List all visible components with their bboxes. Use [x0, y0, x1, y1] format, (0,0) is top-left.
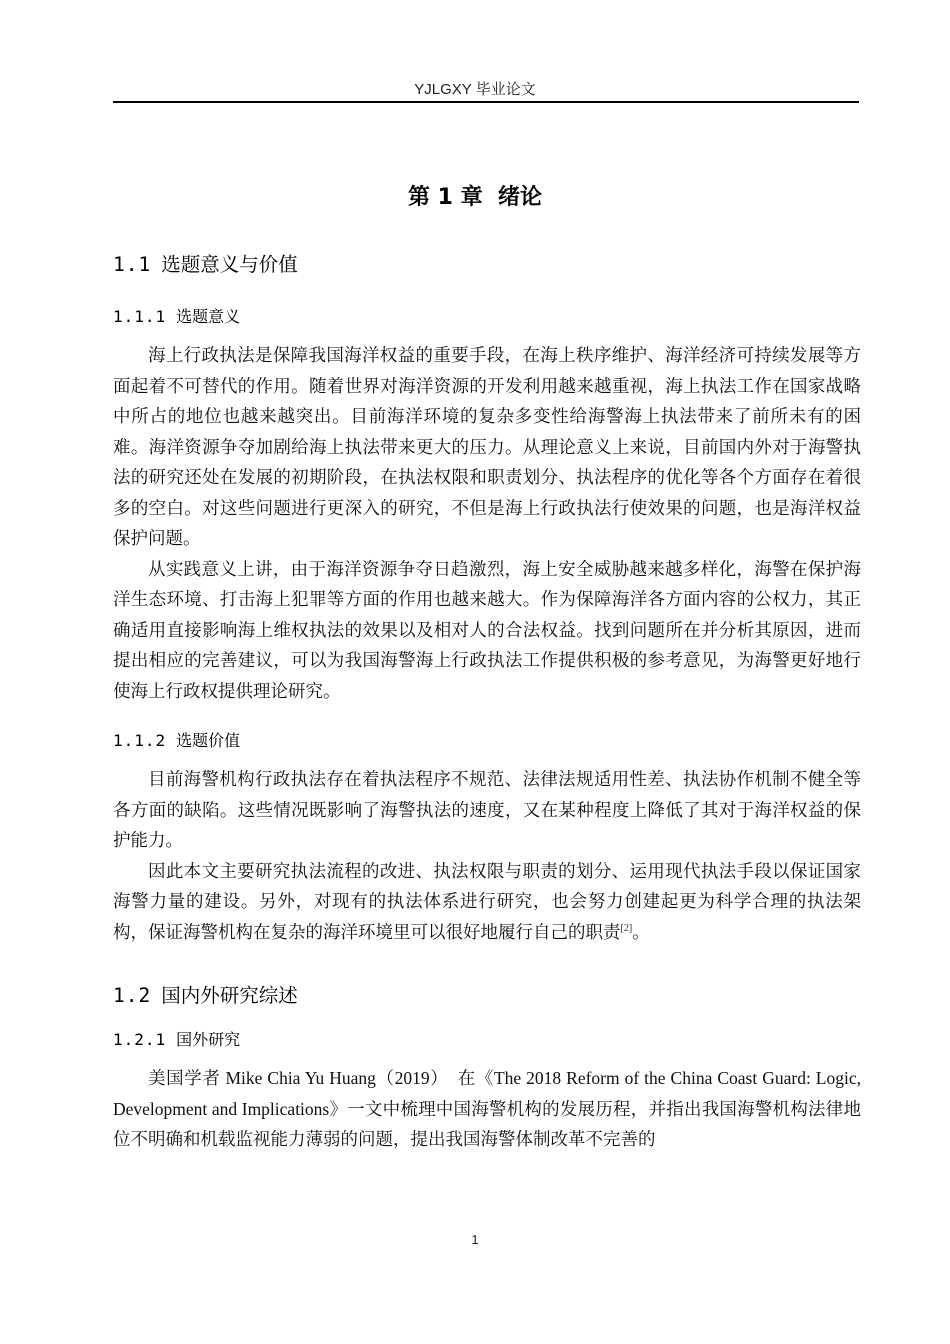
subsection-number: 1.1.2: [113, 731, 167, 750]
body-content: [113, 248, 861, 1155]
subsection-number: 1.1.1: [113, 307, 167, 326]
section-number: 1.1: [113, 253, 152, 276]
paragraph-with-citation: [113, 856, 861, 948]
paragraph-text: 因此本文主要研究执法流程的改进、执法权限与职责的划分、运用现代执法手段以保证国家海警力量的建设。另外，对现有的执法体系进行研究，也会努力创建起更为科学合理的执法架构，保证海警机构在复杂的海洋环境里可以很好地履行自己的职责: [113, 860, 861, 942]
paragraph-tail: 。: [632, 921, 650, 942]
subsection-title: 选题价值: [176, 731, 241, 750]
chapter-name: 绪论: [497, 185, 542, 210]
paragraph: 海上行政执法是保障我国海洋权益的重要手段，在海上秩序维护、海洋经济可持续发展等方面起着不可替代的作用。随着世界对海洋资源的开发利用越来越重视，海上执法工作在国家战略中所占的地位也越来越突出。目前海洋环境的复杂多变性给海警海上执法带来了前所未有的困难。海洋资源争夺加剧给海上执法带来更大的压力。从理论意义上来说，目前国内外对于海警执法的研究还处在发展的初期阶段，在执法权限和职责划分、执法程序的优化等各个方面存在着很多的空白。对这些问题进行更深入的研究，不但是海上行政执法行使效果的问题，也是海洋权益保护问题。: [113, 345, 861, 548]
subsection-heading: [113, 1025, 861, 1055]
chapter-label: 第 1 章: [408, 185, 483, 210]
subsection-heading: [113, 726, 861, 756]
header-rule: [113, 101, 859, 103]
subsection-title: 选题意义: [176, 307, 241, 326]
section-heading: [113, 248, 861, 282]
page-number: 1: [471, 1232, 479, 1247]
subsection-title: 国外研究: [176, 1030, 241, 1049]
paragraph: 从实践意义上讲，由于海洋资源争夺日趋激烈，海上安全威胁越来越多样化，海警在保护海洋生态环境、打击海上犯罪等方面的作用也越来越大。作为保障海洋各方面内容的公权力，其正确适用直接影响海上维权执法的效果以及相对人的合法权益。找到问题所在并分析其原因，进而提出相应的完善建议，可以为我国海警海上行政执法工作提供积极的参考意见，为海警更好地行使海上行政权提供理论研究。: [113, 558, 861, 701]
subsection-heading: [113, 302, 861, 332]
subsection-number: 1.2.1: [113, 1030, 167, 1049]
section-title: 选题意义与价值: [161, 253, 298, 276]
paragraph: 美国学者 Mike Chia Yu Huang（2019） 在《The 2018 Reform of the China Coast Guard: Logic, Development and Implications》一文中梳理中国海警机构的发展历程，并指出我国海警机构法律地位不明确和机载监视能力薄弱的问题，提出我国海警体制改革不完善的: [113, 1068, 861, 1149]
running-header: YJLGXY 毕业论文: [414, 81, 536, 98]
section-title: 国内外研究综述: [161, 984, 298, 1007]
paragraph: 目前海警机构行政执法存在着执法程序不规范、法律法规适用性差、执法协作机制不健全等各方面的缺陷。这些情况既影响了海警执法的速度，又在某种程度上降低了其对于海洋权益的保护能力。: [113, 769, 861, 850]
citation-marker[interactable]: [2]: [620, 922, 633, 934]
section-number: 1.2: [113, 984, 152, 1007]
chapter-title: [0, 180, 950, 211]
section-heading: [113, 979, 861, 1013]
